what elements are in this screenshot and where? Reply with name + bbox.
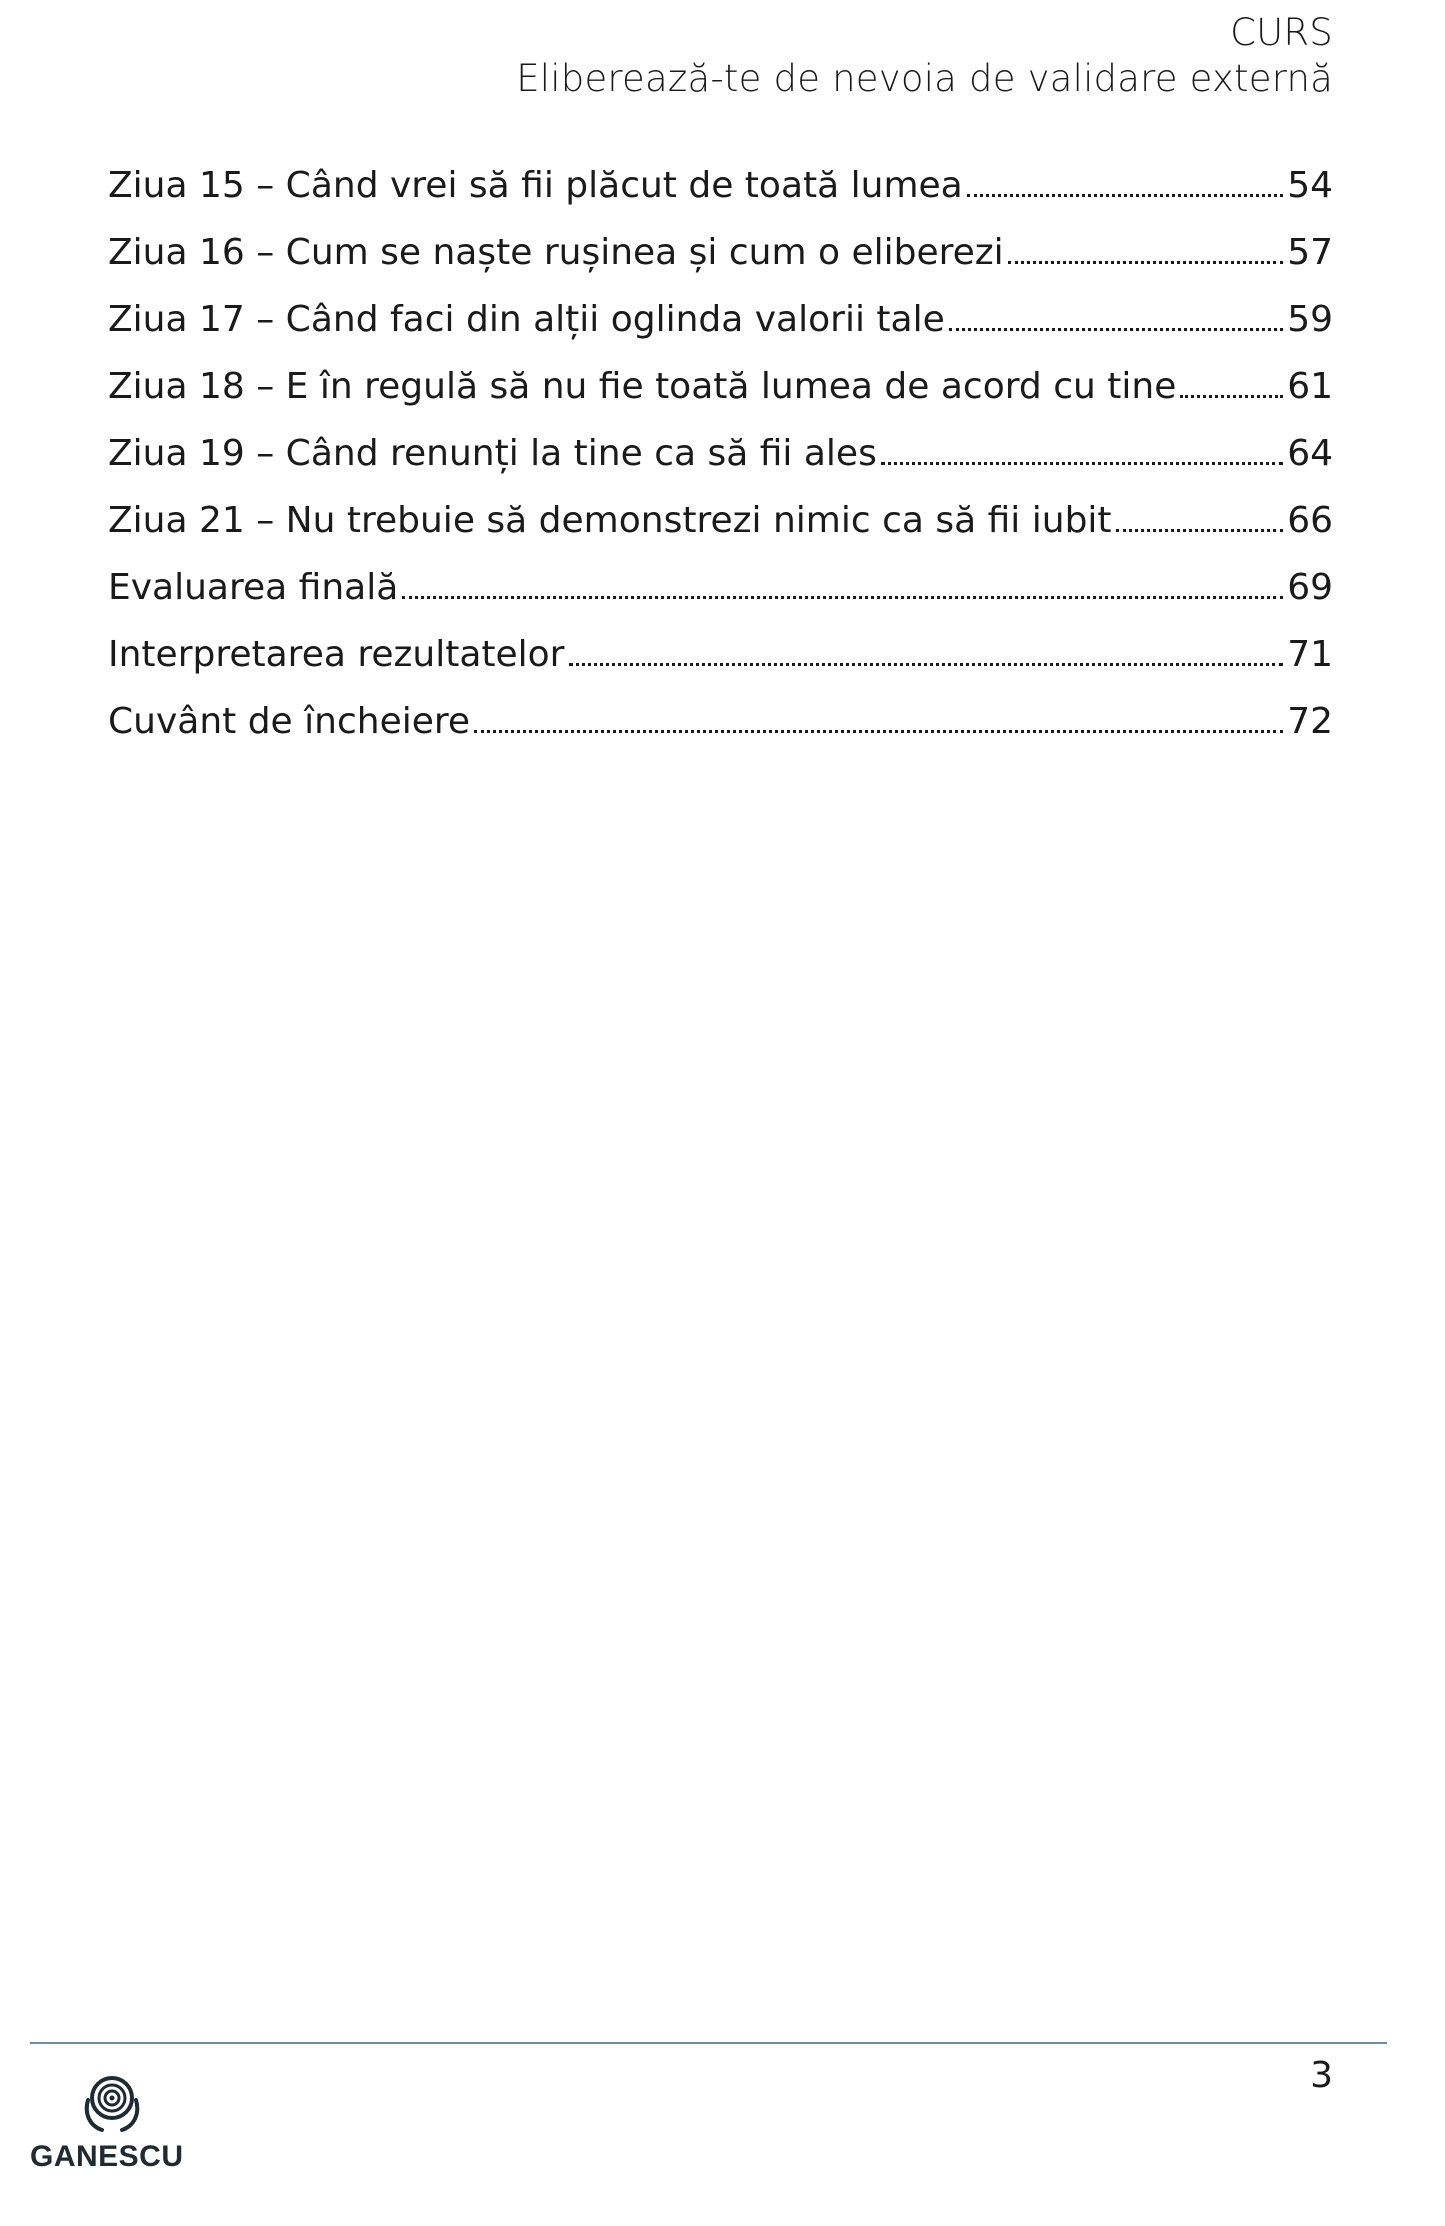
toc-entry-title: Ziua 17 – Când faci din alții oglinda valorii tale [108, 299, 945, 340]
toc-entry-page: 59 [1287, 299, 1333, 340]
ganescu-logo-icon [80, 2070, 144, 2134]
table-of-contents [108, 152, 1333, 755]
footer-divider [30, 2042, 1387, 2044]
toc-entry[interactable] [108, 554, 1333, 621]
toc-entry-page: 69 [1287, 567, 1333, 608]
toc-entry-title: Evaluarea finală [108, 567, 399, 608]
toc-entry[interactable] [108, 286, 1333, 353]
toc-dot-leader [1008, 234, 1284, 264]
toc-entry-page: 57 [1287, 232, 1333, 273]
toc-entry[interactable] [108, 487, 1333, 554]
toc-dot-leader [967, 167, 1283, 197]
logo-wordmark: GANESCU [30, 2140, 184, 2173]
toc-entry-title: Ziua 15 – Când vrei să fii plăcut de toată lumea [108, 165, 963, 206]
page-number: 3 [1310, 2055, 1333, 2096]
running-header [516, 10, 1333, 102]
toc-dot-leader [474, 703, 1283, 733]
toc-entry[interactable] [108, 688, 1333, 755]
toc-entry-page: 64 [1287, 433, 1333, 474]
toc-entry-page: 61 [1287, 366, 1333, 407]
toc-entry-title: Cuvânt de încheiere [108, 701, 471, 742]
header-course-label: CURS [1230, 11, 1333, 54]
toc-entry-page: 54 [1287, 165, 1333, 206]
toc-dot-leader [1116, 502, 1284, 532]
toc-dot-leader [402, 569, 1283, 599]
toc-entry-title: Ziua 16 – Cum se naște rușinea și cum o eliberezi [108, 232, 1004, 273]
header-course-title: Eliberează-te de nevoia de validare externă [516, 57, 1333, 100]
toc-entry[interactable] [108, 621, 1333, 688]
toc-entry-page: 71 [1287, 634, 1333, 675]
toc-entry-title: Ziua 21 – Nu trebuie să demonstrezi nimic ca să fii iubit [108, 500, 1112, 541]
toc-entry[interactable] [108, 420, 1333, 487]
brand-logo [30, 2070, 190, 2180]
toc-dot-leader [949, 301, 1283, 331]
toc-entry[interactable] [108, 152, 1333, 219]
toc-dot-leader [1180, 368, 1283, 398]
toc-entry-title: Interpretarea rezultatelor [108, 634, 565, 675]
toc-dot-leader [881, 435, 1283, 465]
toc-entry[interactable] [108, 353, 1333, 420]
toc-entry[interactable] [108, 219, 1333, 286]
toc-dot-leader [569, 636, 1284, 666]
toc-entry-title: Ziua 19 – Când renunți la tine ca să fii ales [108, 433, 877, 474]
toc-entry-title: Ziua 18 – E în regulă să nu fie toată lumea de acord cu tine [108, 366, 1177, 407]
toc-entry-page: 72 [1287, 701, 1333, 742]
toc-entry-page: 66 [1287, 500, 1333, 541]
